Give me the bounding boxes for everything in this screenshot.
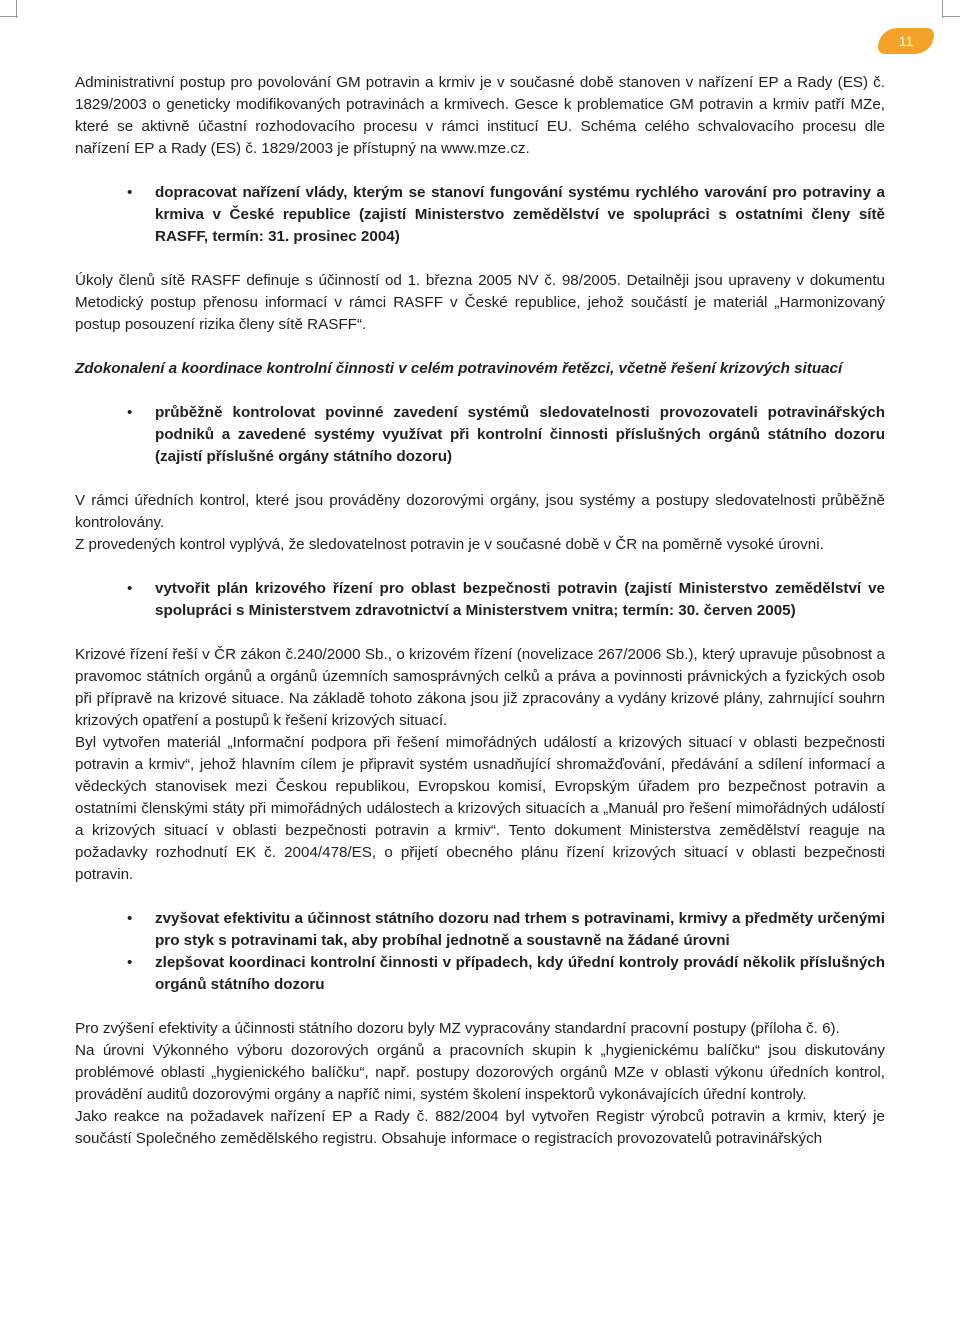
crop-mark-top-left-vertical (16, 0, 18, 18)
paragraph-rasff-tasks: Úkoly členů sítě RASFF definuje s účinností od 1. března 2005 NV č. 98/2005. Detailněji jsou upraveny v dokumentu Metodický postup přenosu informací v rámci RASFF v České republice, jehož součástí je materiál „Harmonizovaný postup posouzení rizika členy sítě RASFF“. (75, 272, 885, 333)
bullet-list-traceability (75, 402, 885, 468)
paragraph-registry: Jako reakce na požadavek nařízení EP a Rady č. 882/2004 byl vytvořen Registr výrobců potravin a krmiv, který je součástí Společného zemědělského registru. Obsahuje informace o registracích provozovatelů potravinářských (75, 1108, 885, 1147)
paragraph-hygiene-package: Na úrovni Výkonného výboru dozorových orgánů a pracovních skupin k „hygienickému balíčku“ jsou diskutovány problémové oblasti „hygienického balíčku“, např. postupy dozorových orgánů MZe v oblasti výkonu úředních kontrol, provádění auditů dozorovými orgány a napříč nimi, systém školení inspektorů vykonávajících úřední kontroly. (75, 1042, 885, 1103)
paragraph-official-controls: V rámci úředních kontrol, které jsou prováděny dozorovými orgány, jsou systémy a postupy sledovatelnosti průběžně kontrolovány. (75, 492, 885, 531)
bullet-item-coordination: • zlepšovat koordinaci kontrolní činnosti v případech, kdy úřední kontroly provádí několik příslušných orgánů státního dozoru (75, 952, 885, 996)
page-number-badge: 11 (878, 28, 934, 54)
paragraph-gm-procedure: Administrativní postup pro povolování GM potravin a krmiv je v současné době stanoven v nařízení EP a Rady (ES) č. 1829/2003 o geneticky modifikovaných potravinách a krmivech. Gesce k problematice GM potravin a krmiv patří MZe, které se aktivně účastní rozhodovacího procesu v rámci institucí EU. Schéma celého schvalovacího procesu dle nařízení EP a Rady (ES) č. 1829/2003 je přístupný na www.mze.cz. (75, 74, 885, 157)
paragraph-procedures: Pro zvýšení efektivity a účinnosti státního dozoru byly MZ vypracovány standardní pracovní postupy (příloha č. 6). (75, 1020, 840, 1037)
bullet-item-efficiency: • zvyšovat efektivitu a účinnost státního dozoru nad trhem s potravinami, krmivy a předměty určenými pro styk s potravinami tak, aby probíhal jednotně a soustavně na žádané úrovni (75, 908, 885, 952)
crop-mark-top-right-vertical (942, 0, 944, 18)
crop-mark-top-right (942, 16, 960, 35)
page-content (75, 72, 885, 1150)
bullet-item-traceability: • průběžně kontrolovat povinné zavedení systémů sledovatelnosti provozovateli potravinářských podniků a zavedené systémy využívat při kontrolní činnosti příslušných orgánů státního dozoru (zajistí příslušné orgány státního dozoru) (75, 402, 885, 468)
paragraph-crisis-law: Krizové řízení řeší v ČR zákon č.240/2000 Sb., o krizovém řízení (novelizace 267/2006 Sb.), který upravuje působnost a pravomoc státních orgánů a orgánů územních samosprávných celků a práva a povinnosti právnických a fyzických osob při přípravě na krizové situace. Na základě tohoto zákona jsou již zpracovány a vydány krizové plány, zahrnující souhrn krizových opatření a postupů k řešení krizových situací. (75, 646, 885, 729)
bullet-list-crisis-plan (75, 578, 885, 622)
paragraph-crisis-material: Byl vytvořen materiál „Informační podpora při řešení mimořádných událostí a krizových situací v oblasti bezpečnosti potravin a krmiv“, jehož hlavním cílem je připravit systém usnadňující shromažďování, předávání a sdílení informací a vědeckých stanovisek mezi Českou republikou, Evropskou komisí, Evropským úřadem pro bezpečnost potravin a ostatními členskými státy při mimořádných událostech a krizových situacích a „Manuál pro řešení mimořádných událostí a krizových situací v oblasti bezpečnosti potravin a krmiv“. Tento dokument Ministerstva zemědělství reaguje na požadavky rozhodnutí EK č. 2004/478/ES, o přijetí obecného plánu řízení krizových situací v oblasti bezpečnosti potravin. (75, 734, 885, 883)
bullet-item-rasff-regulation: • dopracovat nařízení vlády, kterým se stanoví fungování systému rychlého varování pro potraviny a krmiva v České republice (zajistí Ministerstvo zemědělství ve spolupráci s ostatními členy sítě RASFF, termín: 31. prosinec 2004) (75, 182, 885, 248)
crop-mark-top-left (0, 16, 18, 35)
bullet-list-supervision (75, 908, 885, 996)
paragraph-traceability-level: Z provedených kontrol vyplývá, že sledovatelnost potravin je v současné době v ČR na poměrně vysoké úrovni. (75, 536, 824, 553)
bullet-list-rasff (75, 182, 885, 248)
section-heading-control: Zdokonalení a koordinace kontrolní činnosti v celém potravinovém řetězci, včetně řešení krizových situací (75, 360, 843, 377)
bullet-item-crisis-plan: • vytvořit plán krizového řízení pro oblast bezpečnosti potravin (zajistí Ministerstvo zemědělství ve spolupráci s Ministerstvem zdravotnictví a Ministerstvem vnitra; termín: 30. červen 2005) (75, 578, 885, 622)
